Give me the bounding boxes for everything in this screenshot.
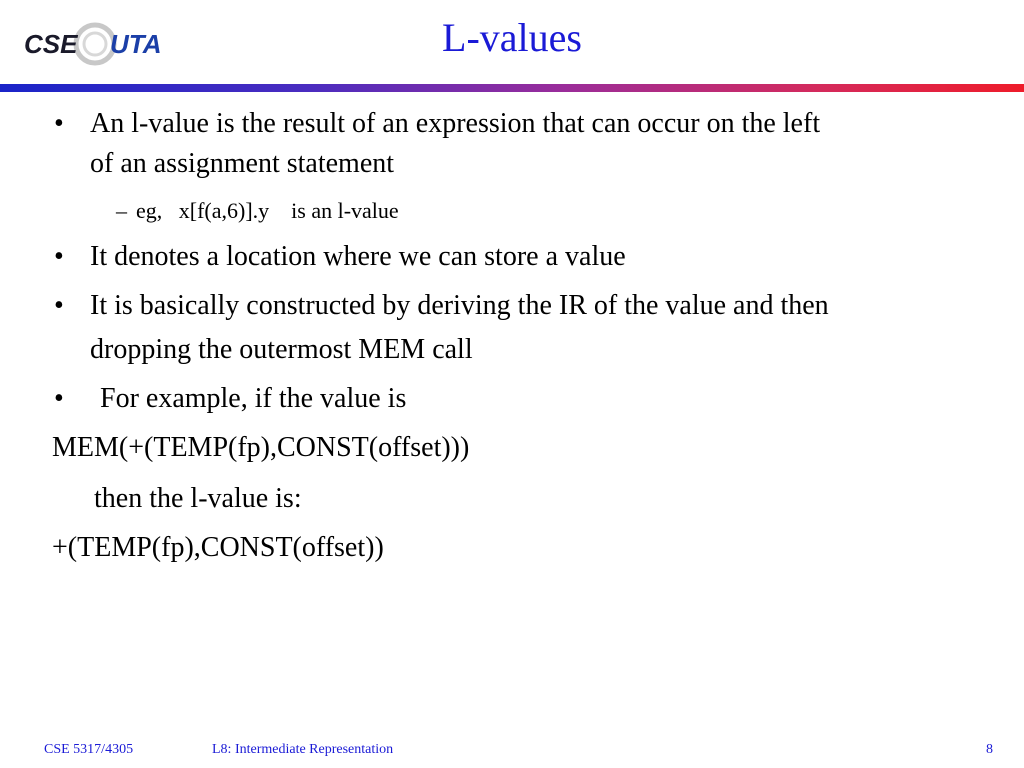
bullet-3-line-1: It is basically constructed by deriving the IR of the value and then: [90, 290, 829, 321]
slide-title: L-values: [442, 15, 582, 60]
bullet-2: It denotes a location where we can store a value: [90, 241, 626, 272]
ir-expression-l-value: +(TEMP(fp),CONST(offset)): [52, 532, 384, 563]
bullet-marker: •: [54, 241, 64, 272]
sub-bullet-example: eg, x[f(a,6)].y is an l-value: [136, 198, 399, 223]
bullet-3-line-2: dropping the outermost MEM call: [90, 334, 473, 365]
bullet-1-line-2: of an assignment statement: [90, 148, 395, 179]
footer-course: CSE 5317/4305: [44, 742, 134, 757]
svg-text:CSE: CSE: [24, 29, 78, 59]
svg-text:UTA: UTA: [110, 29, 162, 59]
footer-lecture-title: L8: Intermediate Representation: [212, 742, 394, 757]
bullet-1-line-1: An l-value is the result of an expression that can occur on the left: [90, 108, 821, 139]
footer-page-number: 8: [986, 742, 993, 757]
bullet-marker: •: [54, 290, 64, 321]
ir-expression-value: MEM(+(TEMP(fp),CONST(offset))): [52, 432, 470, 463]
bullet-marker: •: [54, 383, 64, 414]
title-divider: [0, 84, 1024, 92]
sub-bullet-dash: –: [116, 198, 127, 223]
then-l-value-text: then the l-value is:: [94, 483, 302, 514]
bullet-4: For example, if the value is: [100, 383, 407, 414]
bullet-marker: •: [54, 108, 64, 139]
